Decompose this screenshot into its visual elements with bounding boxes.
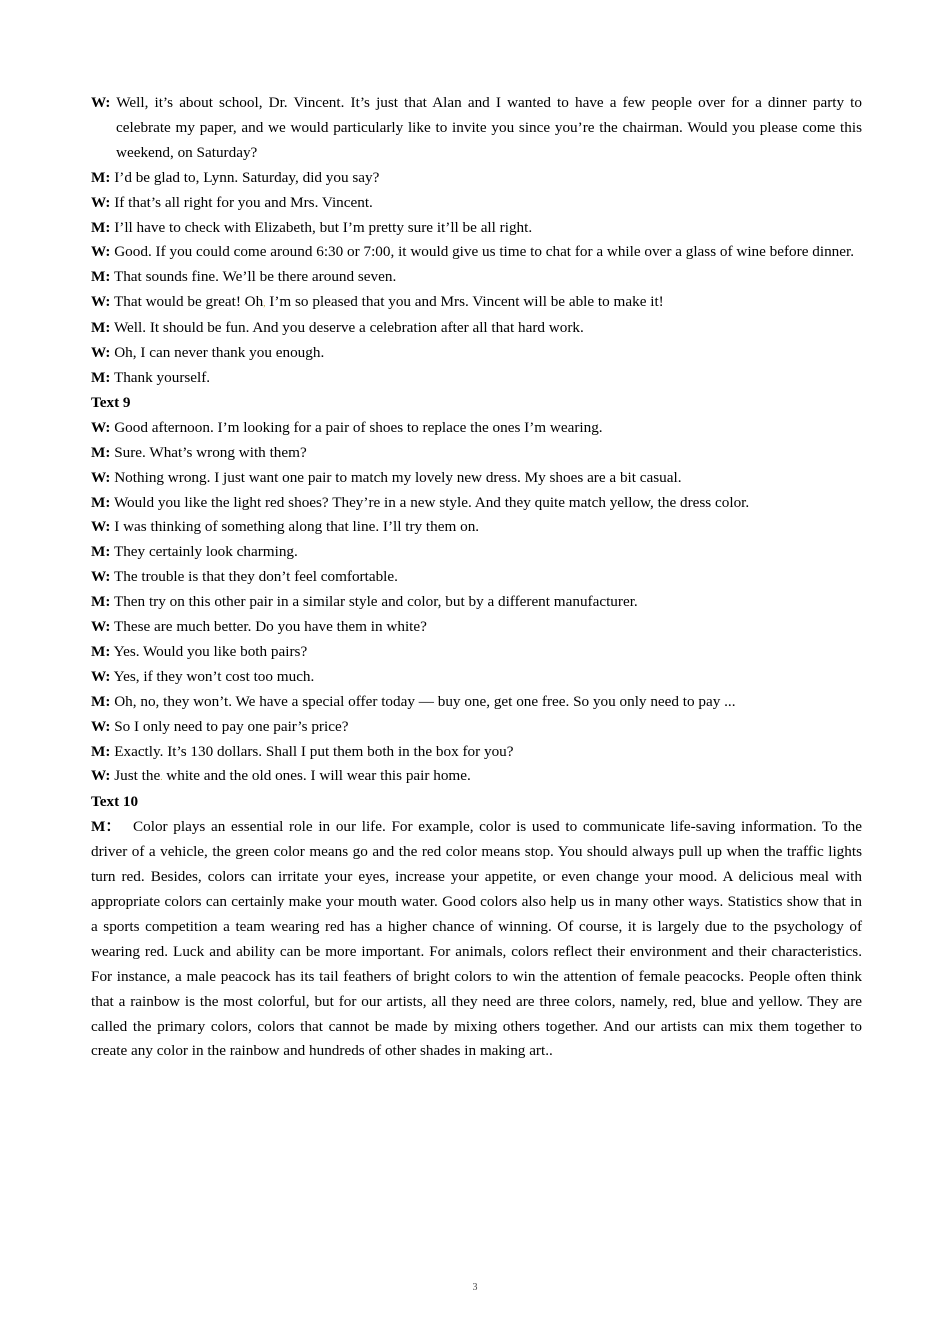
speaker-label: W: [91, 293, 111, 311]
dialogue-text: These are much better. Do you have them in white? [113, 618, 427, 636]
speaker-label: M: [91, 319, 111, 337]
section-heading: Text 10 [91, 793, 139, 811]
speaker-label: M: [91, 742, 111, 760]
dialogue-line [91, 615, 862, 640]
speaker-label: W: [91, 344, 111, 362]
dialogue-text: That would be great! Oh [113, 293, 264, 311]
dialogue-line [91, 316, 862, 341]
dialogue-line [91, 640, 862, 665]
dialogue-text: If that’s all right for you and Mrs. Vincent. [114, 193, 373, 211]
dialogue-line [91, 565, 862, 590]
speaker-label: W: [91, 468, 111, 486]
dialogue-line [91, 166, 862, 191]
dialogue-line [91, 764, 862, 790]
speaker-label: W: [91, 568, 111, 586]
dialogue-line [91, 341, 862, 366]
speaker-label: W: [91, 418, 111, 436]
dialogue-text: Would you like the light red shoes? They’re in a new style. And they quite match yellow, the dress color. [113, 493, 750, 511]
dialogue-text: Then try on this other pair in a similar style and color, but by a different manufacturer. [113, 593, 638, 611]
dialogue-line [91, 540, 862, 565]
dialogue-text: Sure. What’s wrong with them? [114, 443, 307, 461]
dialogue-text: Yes. Would you like both pairs? [113, 642, 308, 660]
edit-mark: , [263, 298, 266, 309]
edit-mark: . [160, 772, 163, 783]
speaker-label: W: [91, 767, 111, 785]
dialogue-line [91, 690, 862, 715]
section-heading: Text 9 [91, 393, 131, 411]
dialogue-text: Thank yourself. [113, 368, 211, 386]
speaker-label: W: [91, 518, 111, 536]
dialogue-text: Oh, no, they won’t. We have a special offer today — buy one, get one free. So you only need to pay ... [114, 692, 736, 710]
dialogue-text: I’m so pleased that you and Mrs. Vincent will be able to make it! [265, 293, 664, 311]
dialogue-line [91, 265, 862, 290]
speaker-label: M: [91, 443, 111, 461]
dialogue-line [91, 191, 862, 216]
dialogue-line [91, 216, 862, 241]
dialogue-text: Oh, I can never thank you enough. [114, 344, 325, 362]
dialogue-text: Nothing wrong. I just want one pair to match my lovely new dress. My shoes are a bit casual. [114, 468, 682, 486]
dialogue-line [91, 416, 862, 441]
text10-section [91, 790, 862, 1064]
dialogue-line [91, 240, 862, 265]
dialogue-text: The trouble is that they don’t feel comfortable. [113, 568, 398, 586]
speaker-label: M: [91, 642, 111, 660]
dialogue-text: Good afternoon. I’m looking for a pair of shoes to replace the ones I’m wearing. [114, 418, 603, 436]
speaker-label: W: [91, 717, 111, 735]
dialogue-text: Yes, if they won’t cost too much. [113, 667, 315, 685]
dialogue-text: I’ll have to check with Elizabeth, but I’m pretty sure it’ll be all right. [114, 218, 533, 236]
text9-section [91, 391, 862, 791]
speaker-label: M: [91, 543, 111, 561]
dialogue-line [91, 366, 862, 391]
page-number: 3 [472, 1282, 478, 1293]
dialogue-text: Just the [114, 767, 161, 785]
dialogue-line [91, 740, 862, 765]
dialogue-line [91, 590, 862, 615]
speaker-label: M: [91, 368, 111, 386]
speaker-label: W: [91, 193, 111, 211]
speaker-label: W: [91, 618, 111, 636]
dialogue-line [91, 290, 862, 316]
speaker-label: M: [91, 593, 111, 611]
speaker-label: M: [91, 692, 111, 710]
dialogue-text: Well, it’s about school, Dr. Vincent. It’s just that Alan and I wanted to have a few people over for a dinner party to celebrate my paper, and we would particularly like to invite you since you’re the chairman. Would you please come this weekend, on Saturday? [116, 94, 862, 161]
dialogue-text: Exactly. It’s 130 dollars. Shall I put them both in the box for you? [114, 742, 514, 760]
speaker-label: W: [91, 94, 111, 111]
dialogue-line [91, 441, 862, 466]
dialogue-line [91, 665, 862, 690]
speaker-label: M： [91, 818, 121, 836]
dialogue-text: So I only need to pay one pair’s price? [114, 717, 349, 735]
speaker-label: M: [91, 493, 111, 511]
dialogue-text: That sounds fine. We’ll be there around seven. [113, 268, 397, 286]
dialogue-text: I was thinking of something along that line. I’ll try them on. [114, 518, 480, 536]
speaker-label: M: [91, 268, 111, 286]
dialogue-line [91, 491, 862, 516]
speaker-label: M: [91, 168, 111, 186]
dialogue-line [91, 715, 862, 740]
dialogue-text: I’d be glad to, Lynn. Saturday, did you say? [114, 168, 380, 186]
monologue-paragraph [91, 815, 862, 1064]
dialogue-line [91, 466, 862, 491]
monologue-text: Color plays an essential role in our life. For example, color is used to communicate life-saving information. To the driver of a vehicle, the green color means go and the red color means stop. You should always pull up when the traffic lights turn red. Besides, colors can irritate your eyes, increase your appetite, or even change your mood. A delicious meal with appropriate colors can certainly make your mouth water. Good colors also help us in many other ways. Statistics show that in a sports competition a team wearing red has a higher chance of winning. Of course, it is largely due to the psychology of wearing red. Luck and ability can be more important. For animals, colors reflect their environment and their characteristics. For instance, a male peacock has its tail feathers of bright colors to win the attention of female peacocks. People often think that a rainbow is the most colorful, but for our artists, all they need are three colors, namely, red, blue and yellow. They are called the primary colors, colors that cannot be made by mixing others together. And our artists can mix them together to create any color in the rainbow and hundreds of other shades in making art.. [91, 818, 862, 1060]
document-page [91, 91, 862, 1064]
dialogue-text: They certainly look charming. [113, 543, 298, 561]
dialogue-text: white and the old ones. I will wear this pair home. [162, 767, 471, 785]
dialogue-text: Well. It should be fun. And you deserve a celebration after all that hard work. [113, 319, 584, 337]
speaker-label: M: [91, 218, 111, 236]
dialogue-line [91, 515, 862, 540]
dialogue-text: Good. If you could come around 6:30 or 7:00, it would give us time to chat for a while over a glass of wine before dinner. [114, 243, 855, 261]
speaker-label: W: [91, 667, 111, 685]
dialogue-section [91, 91, 862, 391]
dialogue-line [91, 91, 862, 166]
speaker-label: W: [91, 243, 111, 261]
